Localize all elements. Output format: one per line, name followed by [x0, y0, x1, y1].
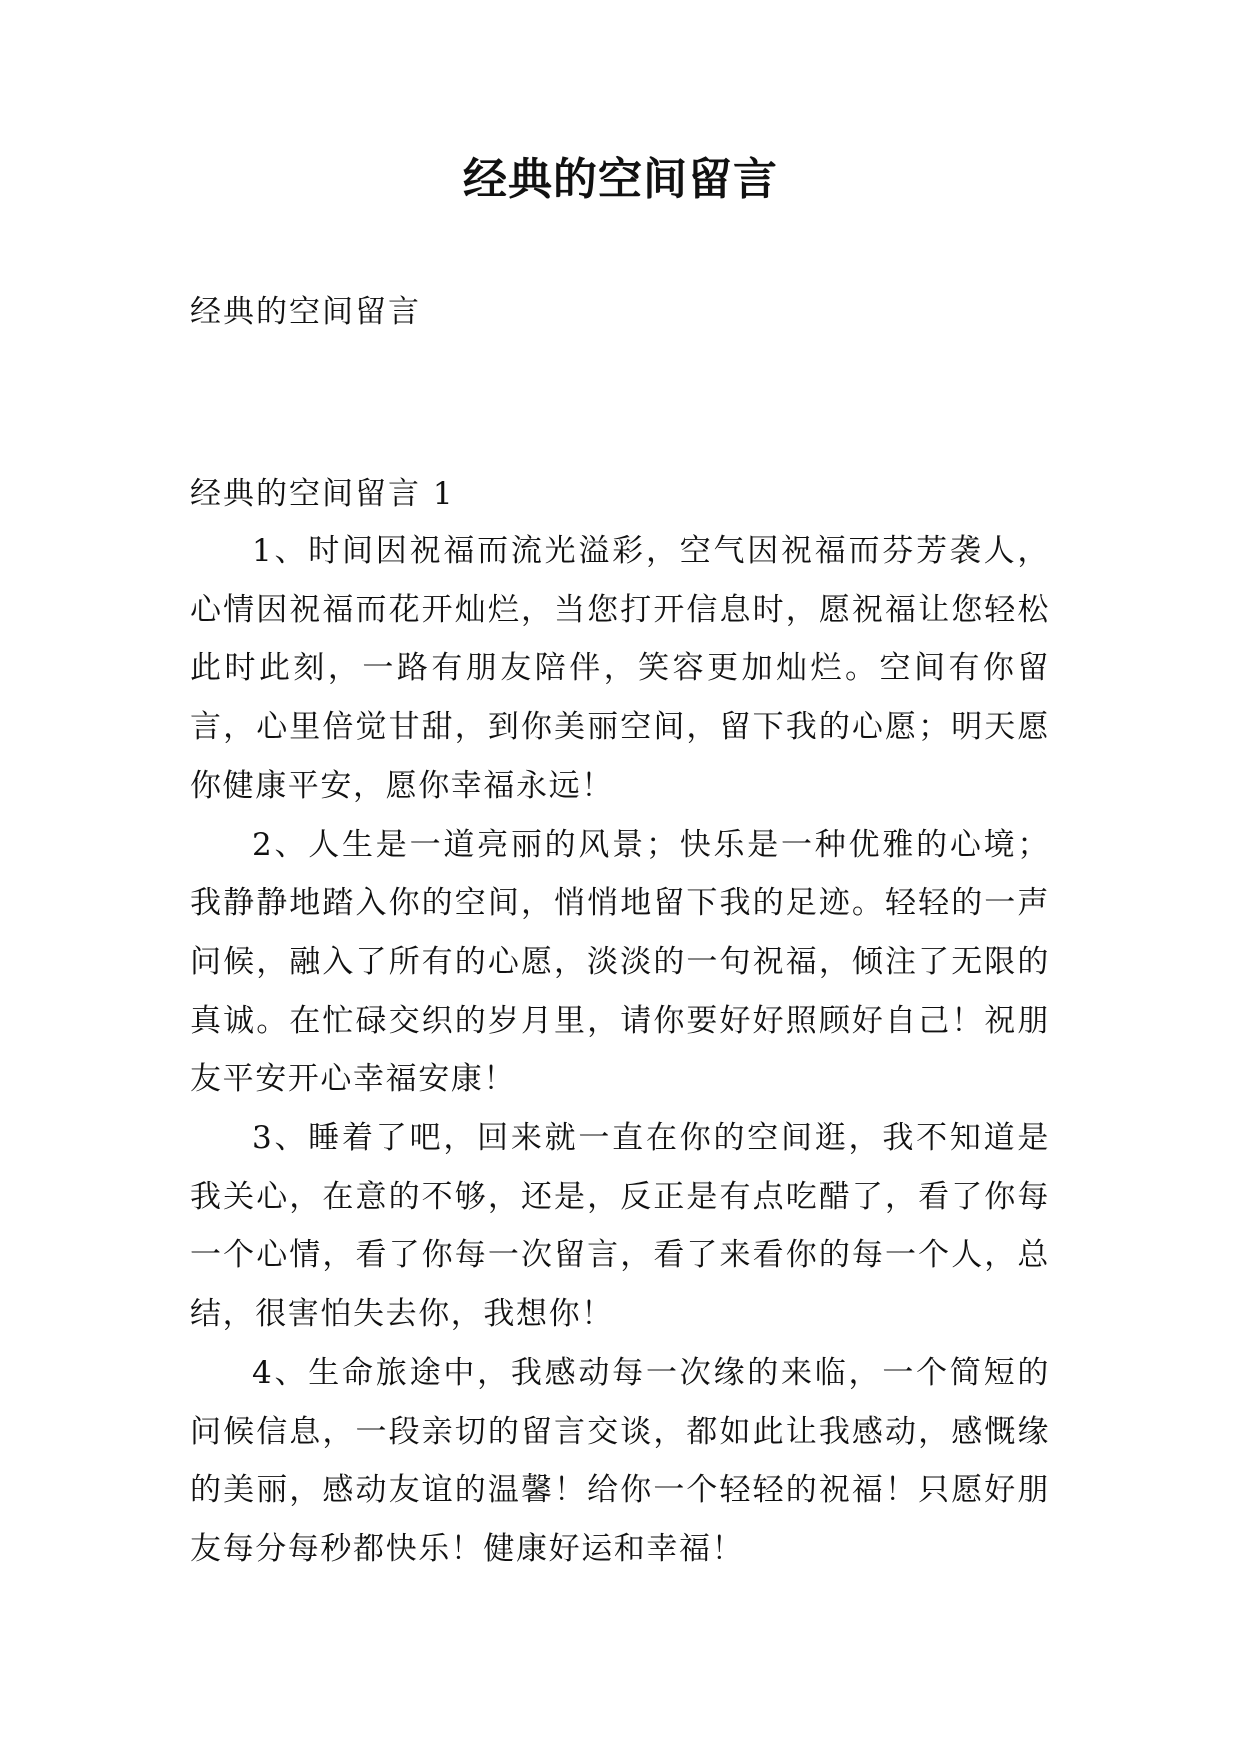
- paragraph-3: 3、睡着了吧，回来就一直在你的空间逛，我不知道是我关心，在意的不够，还是，反正是有点吃醋了，看了你每一个心情，看了你每一次留言，看了来看你的每一个人，总结，很害怕失去你，我想你！: [190, 1120, 1050, 1333]
- document-subtitle: 经典的空间留言: [190, 294, 421, 330]
- paragraph-2: 2、人生是一道亮丽的风景；快乐是一种优雅的心境；我静静地踏入你的空间，悄悄地留下我的足迹。轻轻的一声问候，融入了所有的心愿，淡淡的一句祝福，倾注了无限的真诚。在忙碌交织的岁月里，请你要好好照顾好自己！祝朋友平安开心幸福安康！: [190, 826, 1050, 1098]
- document-title: 经典的空间留言: [463, 154, 778, 205]
- paragraph-4: 4、生命旅途中，我感动每一次缘的来临，一个简短的问候信息，一段亲切的留言交谈，都如此让我感动，感慨缘的美丽，感动友谊的温馨！给你一个轻轻的祝福！只愿好朋友每分每秒都快乐！健康好运和幸福！: [190, 1354, 1050, 1567]
- section-heading: 经典的空间留言 1: [190, 476, 455, 512]
- document-body: [190, 522, 1050, 1579]
- paragraph-1: 1、时间因祝福而流光溢彩，空气因祝福而芬芳袭人，心情因祝福而花开灿烂，当您打开信息时，愿祝福让您轻松此时此刻，一路有朋友陪伴，笑容更加灿烂。空间有你留言，心里倍觉甘甜，到你美丽空间，留下我的心愿；明天愿你健康平安，愿你幸福永远！: [190, 533, 1050, 804]
